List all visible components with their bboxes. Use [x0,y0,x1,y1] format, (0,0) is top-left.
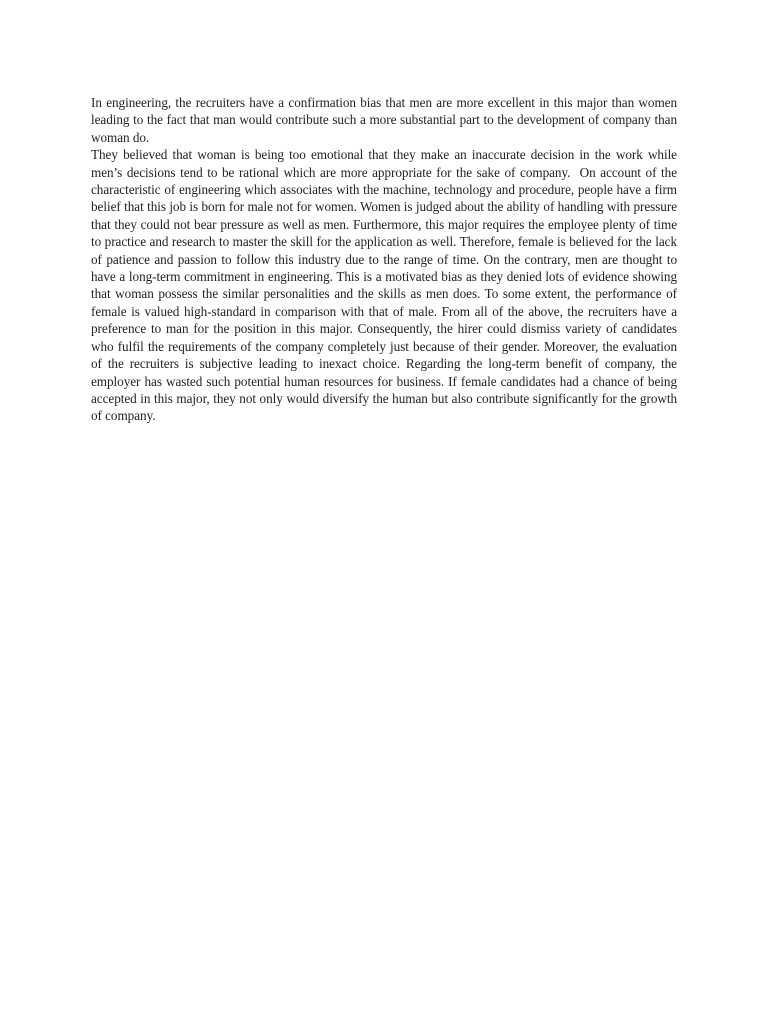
paragraph-main: They believed that woman is being too emotional that they make an inaccurate decision in the work while men’s decisions tend to be rational which are more appropriate for the sake of company. On account of the characteristic of engineering which associates with the machine, technology and procedure, people have a firm belief that this job is born for male not for women. Women is judged about the ability of handling with pressure that they could not bear pressure as well as men. Furthermore, this major requires the employee plenty of time to practice and research to master the skill for the application as well. Therefore, female is believed for the lack of patience and passion to follow this industry due to the range of time. On the contrary, men are thought to have a long-term commitment in engineering. This is a motivated bias as they denied lots of evidence showing that woman possess the similar personalities and the skills as men does. To some extent, the performance of female is valued high-standard in comparison with that of male. From all of the above, the recruiters have a preference to man for the position in this major. Consequently, the hirer could dismiss variety of candidates who fulfil the requirements of the company completely just because of their gender. Moreover, the evaluation of the recruiters is subjective leading to inexact choice. Regarding the long-term benefit of company, the employer has wasted such potential human resources for business. If female candidates had a chance of being accepted in this major, they not only would diversify the human but also contribute significantly for the growth of company. [91,147,681,424]
paragraph-intro: In engineering, the recruiters have a confirmation bias that men are more excellent in this major than women leading to the fact that man would contribute such a more substantial part to the development of company than woman do. [91,95,681,145]
body-text [91,94,681,425]
